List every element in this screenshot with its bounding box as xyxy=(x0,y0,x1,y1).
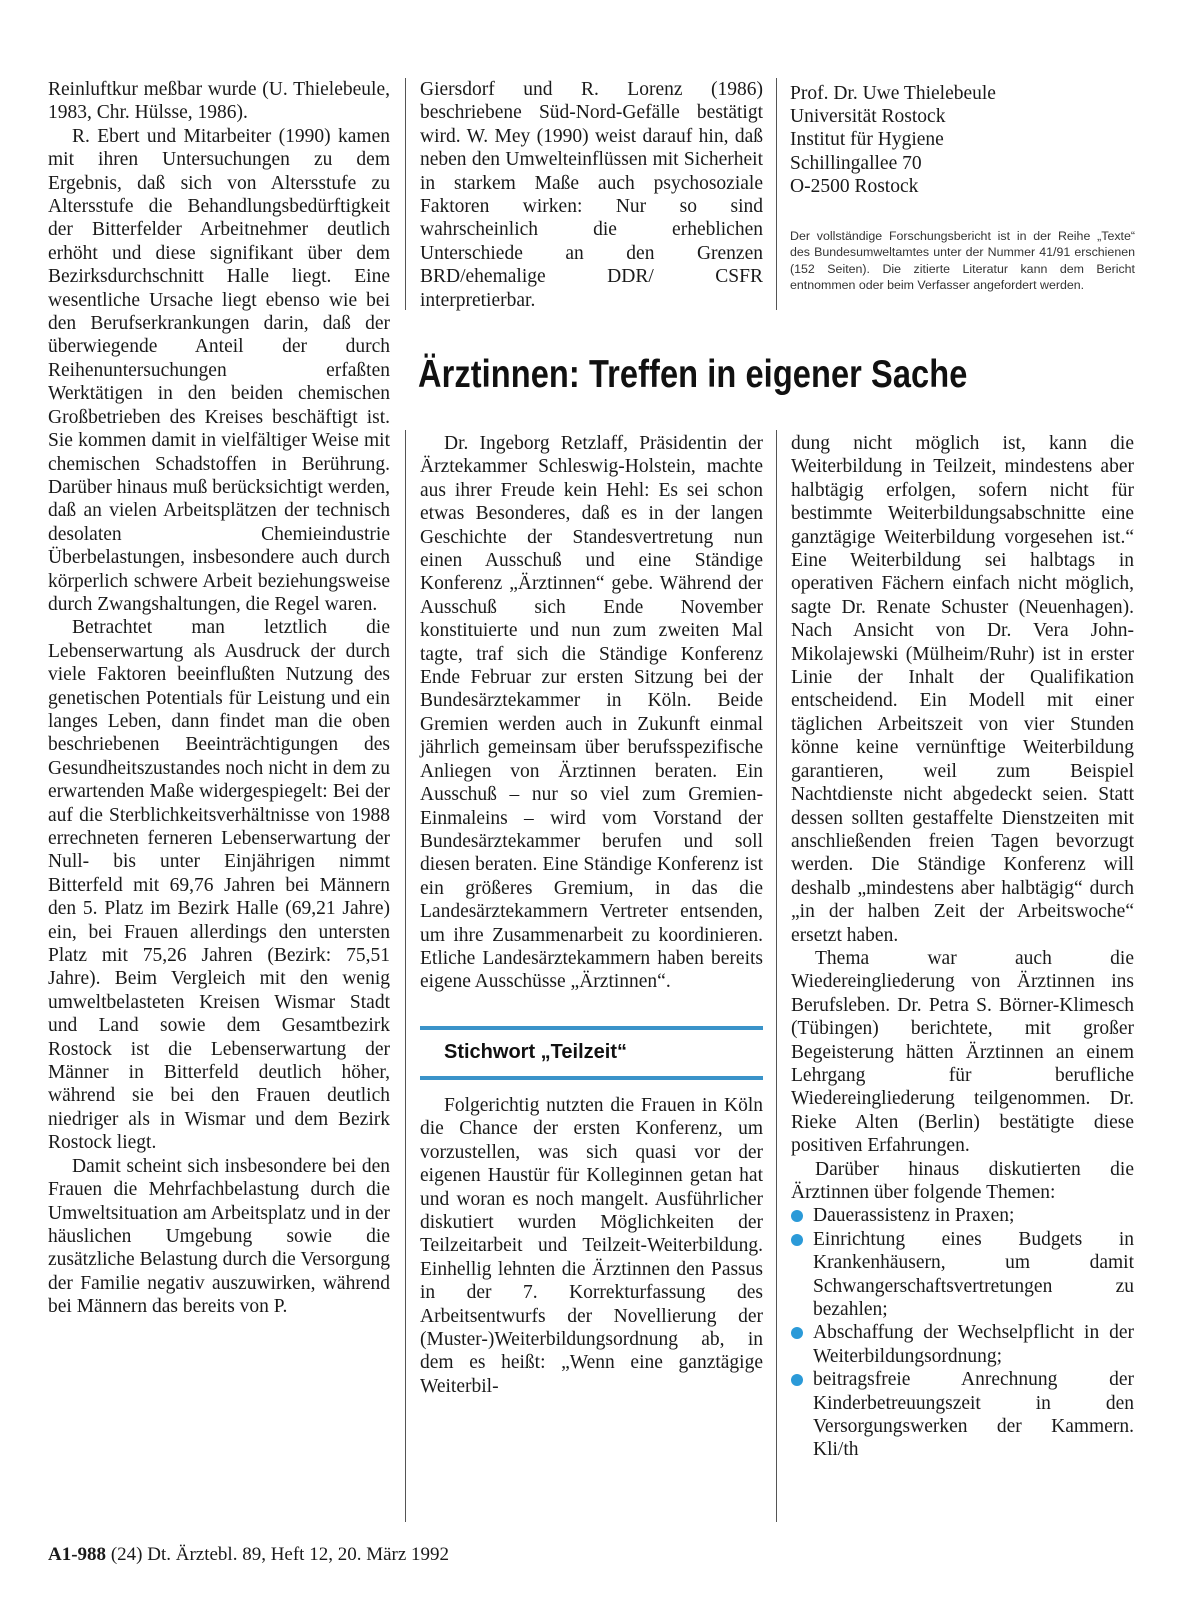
author-city: O-2500 Rostock xyxy=(790,175,919,197)
paragraph: Reinluftkur meßbar wurde (U. Thielebeule, 1983, Chr. Hülsse, 1986). xyxy=(48,79,390,124)
research-note: Der vollständige Forschungsbericht ist in der Reihe „Texte“ des Bundesumweltamtes unter der Nummer 41/91 erschienen (152 Seiten). Die zitierte Literatur kann dem Bericht entnommen oder beim Verfasser angefordert werden. xyxy=(790,229,1135,293)
column-divider xyxy=(776,78,777,310)
list-item-text: Einrichtung eines Budgets in Krankenhäusern, um damit Schwangerschaftsvertretungen zu bezahlen; xyxy=(813,1228,1134,1321)
paragraph: Dr. Ingeborg Retzlaff, Präsidentin der Ärztekammer Schleswig-Holstein, machte aus ihrer Freude kein Hehl: Es sei schon etwas Besonderes, daß es in der langen Geschichte der Standesvertretung nun einen Ausschuß und eine Ständige Konferenz „Ärztinnen“ gebe. Während der Ausschuß sich Ende November konstituierte und nun zum zweiten Mal tagte, traf sich die Ständige Konferenz Ende Februar zur ersten Sitzung bei der Bundesärztekammer in Köln. Beide Gremien werden auch in Zukunft einmal jährlich gemeinsam über berufsspezifische Anliegen von Ärztinnen beraten. Ein Ausschuß – nur so viel zum Gremien-Einmaleins – wird vom Vorstand der Bundesärztekammer berufen und soll diesen beraten. Eine Ständige Konferenz ist ein größeres Gremium, in das die Landesärztekammern Vertreter entsenden, um ihre Zusammenarbeit zu koordinieren. Etliche Landesärztekammern haben bereits eigene Ausschüsse „Ärztinnen“. xyxy=(420,433,763,993)
box-rule-bottom xyxy=(420,1076,763,1080)
paragraph: R. Ebert und Mitarbeiter (1990) kamen mit ihren Untersuchungen zu dem Ergebnis, daß sich von Altersstufe zu Altersstufe die Behandlungsbedürftigkeit der Bitterfelder Arbeitnehmer deutlich erhöht und diese signifikant über dem Bezirksdurchschnitt Halle liegt. Eine wesentliche Ursache liegt ebenso wie bei den Berufserkrankungen darin, daß der überwiegende Anteil der durch Reihenuntersuchungen erfaßten Werktätigen in den beiden chemischen Großbetrieben des Kreises beschäftigt ist. Sie kommen damit in vielfältiger Weise mit chemischen Schadstoffen in Berührung. Darüber hinaus muß berücksichtigt werden, daß an vielen Arbeitsplätzen der technisch desolaten Chemieindustrie Überbelastungen, insbesondere auch durch körperlich schwere Arbeit beziehungsweise durch Zwangshaltungen, die Regel waren. xyxy=(48,125,390,615)
paragraph: Thema war auch die Wiedereingliederung von Ärztinnen ins Berufsleben. Dr. Petra S. Börner-Klimesch (Tübingen) berichtete, mit großer Begeisterung hätten Ärztinnen an einem Lehrgang für berufliche Wiedereingliederung teilgenommen. Dr. Rieke Alten (Berlin) bestätigte diese positiven Erfahrungen. xyxy=(791,947,1134,1157)
paragraph: Darüber hinaus diskutierten die Ärztinnen über folgende Themen: xyxy=(791,1158,1134,1203)
bullet-icon xyxy=(791,1374,803,1386)
paragraph: Folgerichtig nutzten die Frauen in Köln die Chance der ersten Konferenz, um vorzustellen, was sich quasi vor der eigenen Haustür für Kolleginnen getan hat und woran es noch mangelt. Ausführlicher diskutiert wurden Möglichkeiten der Teilzeitarbeit und Teilzeit-Weiterbildung. Einhellig lehnten die Ärztinnen den Passus in der 7. Korrekturfassung des Arbeitsentwurfs der Novellierung der (Muster-)Weiterbildungsordnung ab, in dem es heißt: „Wenn eine ganztägige Weiterbil- xyxy=(420,1095,763,1397)
article-column-2-top xyxy=(420,78,763,312)
author-street: Schillingallee 70 xyxy=(790,152,922,174)
list-item xyxy=(791,1368,1134,1462)
list-item-text: Abschaffung der Wechselpflicht in der Weiterbildungsordnung; xyxy=(813,1322,1134,1367)
paragraph: dung nicht möglich ist, kann die Weiterbildung in Teilzeit, mindestens aber halbtägig erfolgen, sofern nicht für bestimmte Weiterbildungsabschnitte eine ganztägige Weiterbildung vorgesehen ist.“ Eine Weiterbildung sei halbtags in operativen Fächern einfach nicht möglich, sagte Dr. Renate Schuster (Neuenhagen). Nach Ansicht von Dr. Vera John-Mikolajewski (Mülheim/Ruhr) ist in erster Linie der Inhalt der Qualifikation entscheidend. Ein Modell mit einer täglichen Arbeitszeit von vier Stunden könne keine vernünftige Weiterbildung garantieren, weil zum Beispiel Nachtdienste nicht abgedeckt seien. Statt dessen sollten gestaffelte Dienstzeiten mit anschließenden freien Tagen bevorzugt werden. Die Ständige Konferenz will deshalb „mindestens aber halbtägig“ durch „in der halben Zeit der Arbeitswoche“ ersetzt haben. xyxy=(791,433,1134,946)
column-divider xyxy=(405,78,406,310)
article-column-1 xyxy=(48,78,390,1319)
article-column-2-box xyxy=(420,1094,763,1398)
paragraph: Betrachtet man letztlich die Lebenserwartung als Ausdruck der durch viele Faktoren beeinflußten Nutzung des genetischen Potentials für Leistung und ein langes Leben, dann findet man die oben beschriebenen Beeinträchtigungen des Gesundheitszustandes noch nicht in dem zu erwartenden Maße widergespiegelt: Bei der auf die Sterblichkeitsverhältnisse von 1988 errechneten ferneren Lebenserwartung der Null- bis unter Einjährigen nimmt Bitterfeld mit 69,76 Jahren bei Männern den 5. Platz im Bezirk Halle (69,21 Jahre) ein, bei Frauen allerdings den untersten Platz mit 75,26 Jahren (Bezirk: 75,51 Jahre). Beim Vergleich mit den wenig umweltbelasteten Kreisen Wismar Stadt und Land sowie dem Gesamtbezirk Rostock ist die Lebenserwartung der Männer in Bitterfeld deutlich höher, während sie bei den Frauen deutlich niedriger als in Wismar und dem Bezirk Rostock liegt. xyxy=(48,617,390,1154)
bullet-icon xyxy=(791,1210,803,1222)
box-rule-top xyxy=(420,1026,763,1030)
article-column-2 xyxy=(420,432,763,994)
column-divider xyxy=(776,430,777,1522)
bullet-icon xyxy=(791,1234,803,1246)
paragraph: Giersdorf und R. Lorenz (1986) beschriebene Süd-Nord-Gefälle bestätigt wird. W. Mey (1990) weist darauf hin, daß neben den Umwelteinflüssen mit Sicherheit in starkem Maße auch psychosoziale Faktoren wirken: Nur so sind wahrscheinlich die erheblichen Unterschiede an den Grenzen BRD/ehemalige DDR/ CSFR interpretierbar. xyxy=(420,79,763,311)
author-name: Prof. Dr. Uwe Thielebeule xyxy=(790,83,996,104)
article-headline: Ärztinnen: Treffen in eigener Sache xyxy=(418,353,968,396)
column-divider xyxy=(405,430,406,1522)
list-item-text: beitragsfreie Anrechnung der Kinderbetreuungszeit in den Versorgungswerken der Kammern. Kli/th xyxy=(813,1369,1134,1461)
paragraph: Damit scheint sich insbesondere bei den Frauen die Mehrfachbelastung durch die Umweltsituation am Arbeitsplatz und in der häuslichen Umgebung sowie die zusätzliche Belastung durch die Versorgung der Familie negativ auszuwirken, während bei Männern das bereits von P. xyxy=(48,1155,390,1318)
list-item xyxy=(791,1321,1134,1368)
list-item xyxy=(791,1204,1134,1227)
list-item-text: Dauerassistenz in Praxen; xyxy=(813,1205,1015,1227)
box-title: Stichwort „Teilzeit“ xyxy=(444,1041,627,1063)
page-number: A1-988 xyxy=(48,1544,107,1565)
author-address xyxy=(790,82,1135,198)
article-column-3 xyxy=(791,432,1134,1462)
author-institute: Institut für Hygiene xyxy=(790,129,944,151)
bullet-icon xyxy=(791,1327,803,1339)
author-affiliation: Universität Rostock xyxy=(790,106,946,128)
list-item xyxy=(791,1228,1134,1322)
page-footer xyxy=(48,1543,449,1567)
stichwort-box-header xyxy=(420,1026,763,1084)
journal-citation: (24) Dt. Ärztebl. 89, Heft 12, 20. März 1992 xyxy=(110,1544,450,1565)
